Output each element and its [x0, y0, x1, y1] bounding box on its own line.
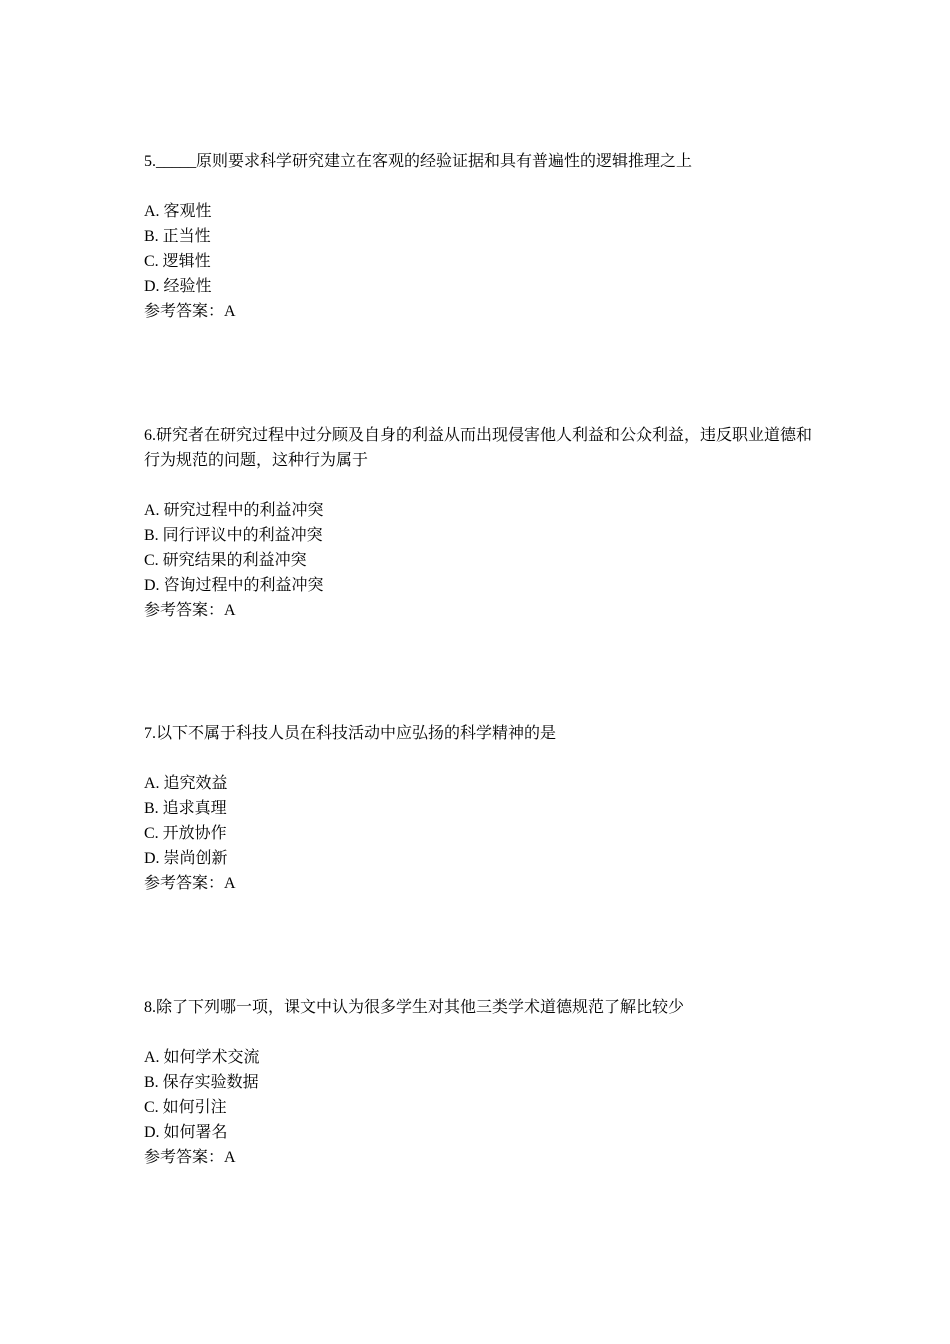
reference-answer: 参考答案：A: [144, 875, 236, 892]
question-stem: 6.研究者在研究过程中过分顾及自身的利益从而出现侵害他人利益和公众利益，违反职业道德和行为规范的问题，这种行为属于: [144, 427, 813, 469]
reference-answer: 参考答案：A: [144, 1149, 236, 1166]
reference-answer: 参考答案：A: [144, 602, 236, 619]
question-6: [144, 423, 814, 623]
question-stem: 8.除了下列哪一项，课文中认为很多学生对其他三类学术道德规范了解比较少: [144, 999, 685, 1016]
option-d: D. 咨询过程中的利益冲突: [144, 577, 324, 594]
question-8: [144, 995, 814, 1170]
option-d: D. 经验性: [144, 278, 212, 295]
option-c: C. 研究结果的利益冲突: [144, 552, 307, 569]
question-5: [144, 149, 814, 324]
option-a: A. 研究过程中的利益冲突: [144, 502, 324, 519]
option-b: B. 正当性: [144, 228, 211, 245]
question-stem: 5._____原则要求科学研究建立在客观的经验证据和具有普遍性的逻辑推理之上: [144, 153, 693, 170]
option-b: B. 追求真理: [144, 800, 227, 817]
option-a: A. 客观性: [144, 203, 212, 220]
reference-answer: 参考答案：A: [144, 303, 236, 320]
option-a: A. 如何学术交流: [144, 1049, 260, 1066]
option-c: C. 如何引注: [144, 1099, 227, 1116]
option-c: C. 开放协作: [144, 825, 227, 842]
option-d: D. 崇尚创新: [144, 850, 228, 867]
option-a: A. 追究效益: [144, 775, 228, 792]
question-stem: 7.以下不属于科技人员在科技活动中应弘扬的科学精神的是: [144, 725, 557, 742]
option-b: B. 保存实验数据: [144, 1074, 259, 1091]
option-c: C. 逻辑性: [144, 253, 211, 270]
option-b: B. 同行评议中的利益冲突: [144, 527, 323, 544]
question-7: [144, 721, 814, 896]
option-d: D. 如何署名: [144, 1124, 228, 1141]
